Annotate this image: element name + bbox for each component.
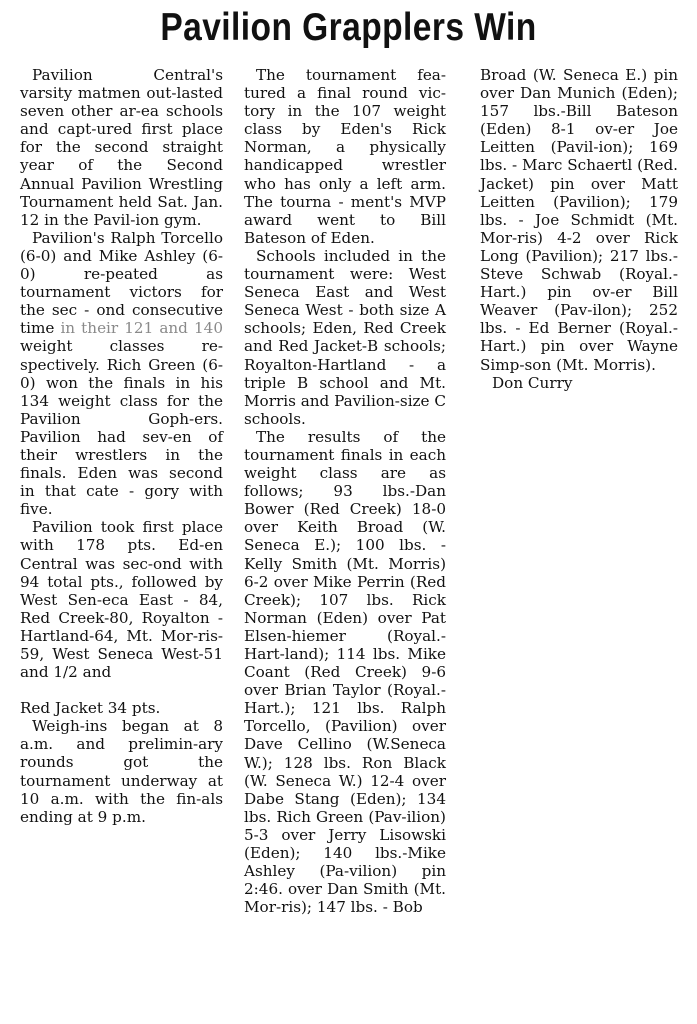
paragraph: The tournament fea-tured a final round vic-tory in the 107 weight class by Eden's Rick Norman, a physically handicapped wrestler who has only a left arm. The tourna - ment's MVP award went to Bill Bateson of Eden. [244,66,446,247]
paragraph: Pavilion took first place with 178 pts. Ed-en Central was sec-ond with 94 total pts., followed by West Sen-eca East - 84, Red Creek-80, Royalton - Hartland-64, Mt. Mor-ris-59, West Seneca West-51 and 1/2 and [20,518,223,682]
paragraph-text: Pavilion's Ralph Torcello (6-0) and Mike Ashley (6-0) re-peated as tournament victors for the sec - ond consecutive time [20,228,223,338]
paragraph: Red Jacket 34 pts. [20,699,161,718]
paragraph [20,229,223,519]
article-column-3 [480,66,678,392]
byline: Don Curry [492,373,573,392]
article-column-2 [244,66,446,916]
paragraph: Pavilion Central's varsity matmen out-lasted seven other ar-ea schools and capt-ured first place for the second straight year of the Second Annual Pavilion Wrestling Tournament held Sat. Jan. 12 in the Pavil-ion gym. [20,66,223,229]
paragraph: Weigh-ins began at 8 a.m. and prelimin-ary rounds got the tournament underway at 10 a.m. with the fin-als ending at 9 p.m. [20,717,223,826]
paragraph-text-faded: in their 121 and 140 [60,319,223,338]
headline: Pavilion Grapplers Win [160,6,537,49]
paragraph: Schools included in the tournament were: West Seneca East and West Seneca West - both size A schools; Eden, Red Creek and Red Jacket-B schools; Royalton-Hartland - a triple B school and Mt. Morris and Pavilion-size C schools. [244,246,446,428]
paragraph-text: weight classes re-spectively. Rich Green (6-0) won the finals in his 134 weight class for the Pavilion Goph-ers. Pavilion had sev-en of their wrestlers in the finals. Eden was second in that cate - gory with five. [20,337,223,519]
paragraph: Broad (W. Seneca E.) pin over Dan Munich (Eden); 157 lbs.-Bill Bateson (Eden) 8-1 ov-er Joe Leitten (Pavil-ion); 169 lbs. - Marc Schaertl (Red. Jacket) pin over Matt Leitten (Pavilion); 179 lbs. - Joe Schmidt (Mt. Mor-ris) 4-2 over Rick Long (Pavilion); 217 lbs.- Steve Schwab (Royal.-Hart.) pin ov-er Bill Weaver (Pav-ilon); 252 lbs. - Ed Berner (Royal.-Hart.) pin over Wayne Simp-son (Mt. Morris). [480,66,678,374]
article-column-1 [20,66,223,826]
spacer [20,681,223,699]
paragraph: The results of the tournament finals in each weight class are as follows; 93 lbs.-Dan Bower (Red Creek) 18-0 over Keith Broad (W. Seneca E.); 100 lbs. - Kelly Smith (Mt. Morris) 6-2 over Mike Perrin (Red Creek); 107 lbs. Rick Norman (Eden) over Pat Elsen-hiemer (Royal.-Hart-land); 114 lbs. Mike Coant (Red Creek) 9-6 over Brian Taylor (Royal.-Hart.); 121 lbs. Ralph Torcello, (Pavilion) over Dave Cellino (W.Seneca W.); 128 lbs. Ron Black (W. Seneca W.) 12-4 over Dabe Stang (Eden); 134 lbs. Rich Green (Pav-ilion) 5-3 over Jerry Lisowski (Eden); 140 lbs.-Mike Ashley (Pa-vilion) pin 2:46. over Dan Smith (Mt. Mor-ris); 147 lbs. - Bob [244,427,446,917]
